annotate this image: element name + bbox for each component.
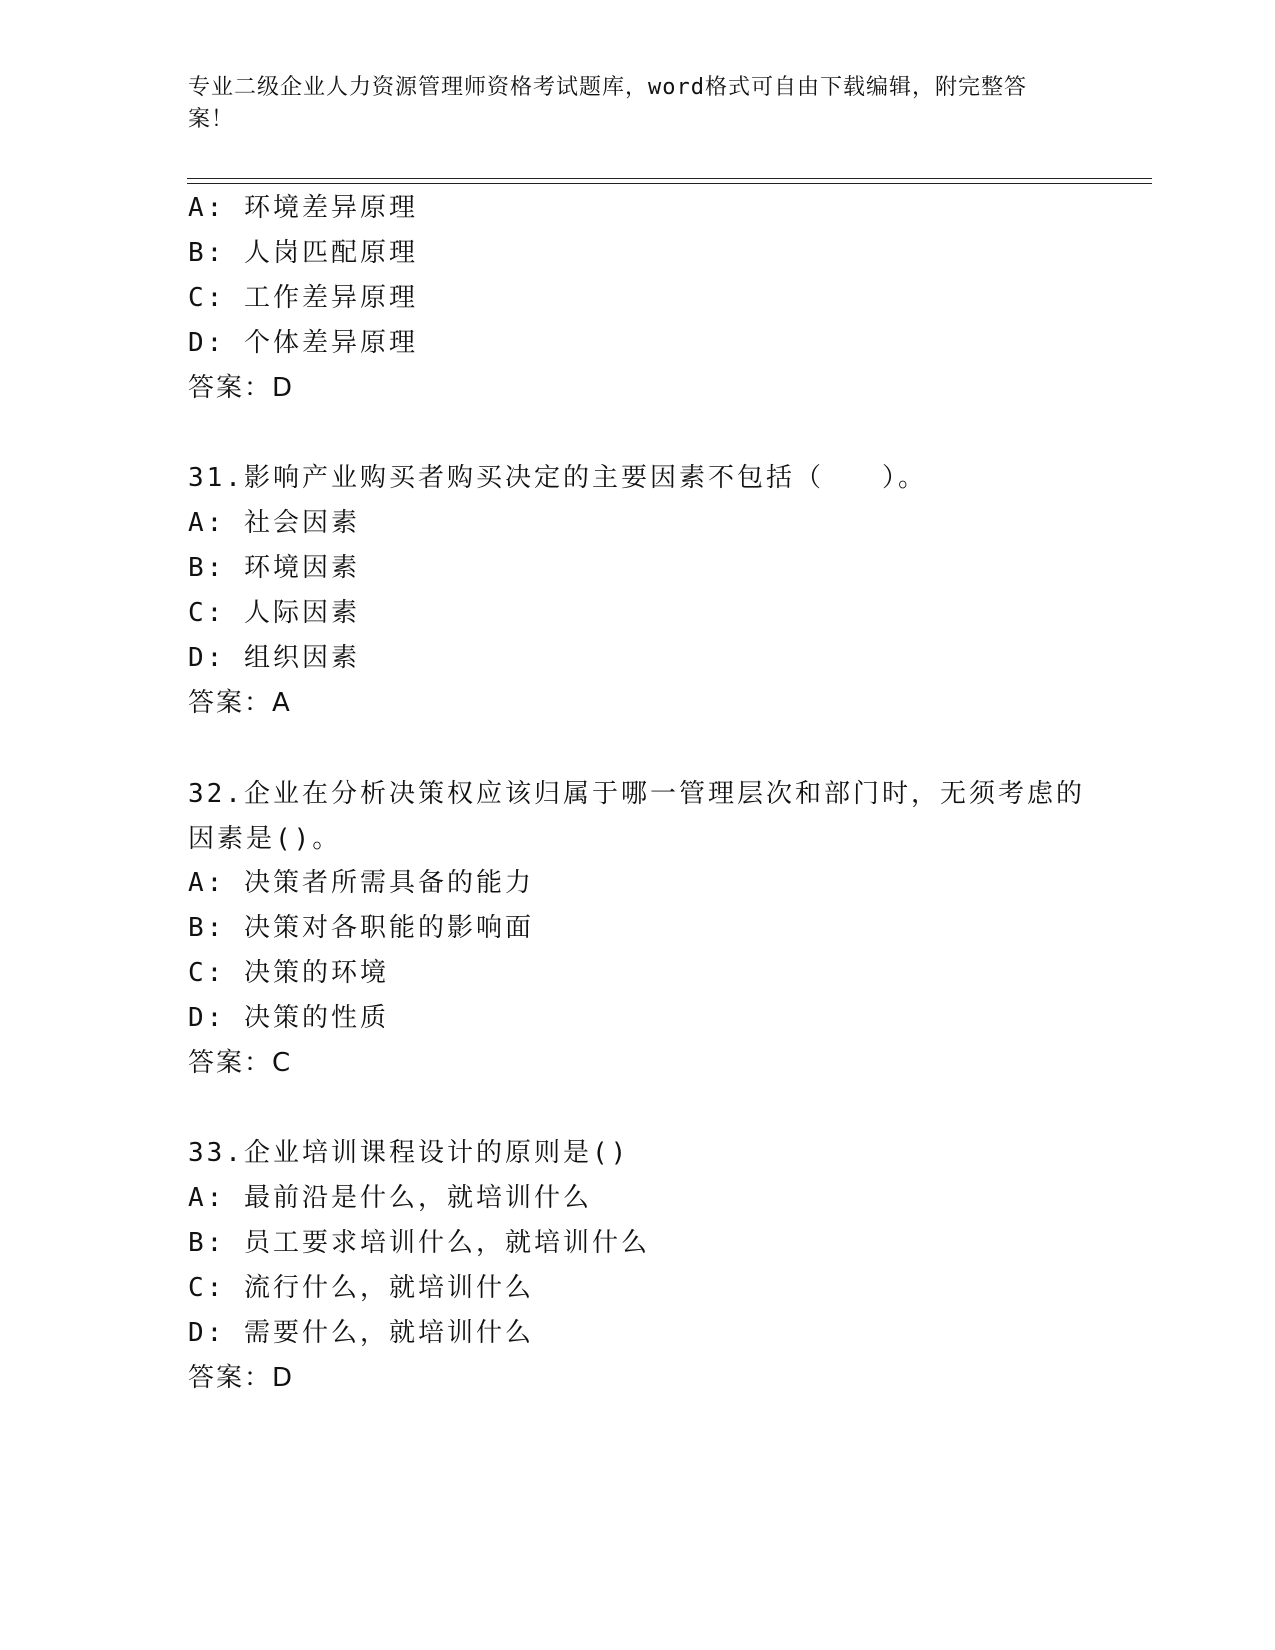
q30-option-b: B: 人岗匹配原理 [188, 238, 418, 268]
q32-option-b: B: 决策对各职能的影响面 [188, 913, 534, 943]
q31-question: 31.影响产业购买者购买决定的主要因素不包括（ ）。 [188, 463, 927, 493]
q31-option-b: B: 环境因素 [188, 553, 360, 583]
q32-option-c: C: 决策的环境 [188, 958, 389, 988]
header-rule-bottom [187, 183, 1152, 184]
q33-answer: 答案：D [188, 1363, 295, 1393]
q32-option-a: A: 决策者所需具备的能力 [188, 868, 534, 898]
q30-option-a: A: 环境差异原理 [188, 193, 418, 223]
page-header: 专业二级企业人力资源管理师资格考试题库，word格式可自由下载编辑，附完整答案！ [188, 75, 1027, 132]
header-rule-top [187, 178, 1152, 179]
q33-option-b: B: 员工要求培训什么，就培训什么 [188, 1228, 650, 1258]
q31-option-a: A: 社会因素 [188, 508, 360, 538]
q31-answer: 答案：A [188, 688, 292, 718]
q30-answer: 答案：D [188, 373, 295, 403]
q32-question: 32.企业在分析决策权应该归属于哪一管理层次和部门时，无须考虑的因素是()。 [188, 779, 1085, 854]
q30-option-c: C: 工作差异原理 [188, 283, 418, 313]
q33-question: 33.企业培训课程设计的原则是() [188, 1138, 630, 1168]
q33-option-a: A: 最前沿是什么，就培训什么 [188, 1183, 592, 1213]
q31-option-d: D: 组织因素 [188, 643, 360, 673]
q33-option-d: D: 需要什么，就培训什么 [188, 1318, 534, 1348]
q32-answer: 答案：C [188, 1048, 293, 1078]
q30-option-d: D: 个体差异原理 [188, 328, 418, 358]
q33-option-c: C: 流行什么，就培训什么 [188, 1273, 534, 1303]
q31-option-c: C: 人际因素 [188, 598, 360, 628]
q32-option-d: D: 决策的性质 [188, 1003, 389, 1033]
